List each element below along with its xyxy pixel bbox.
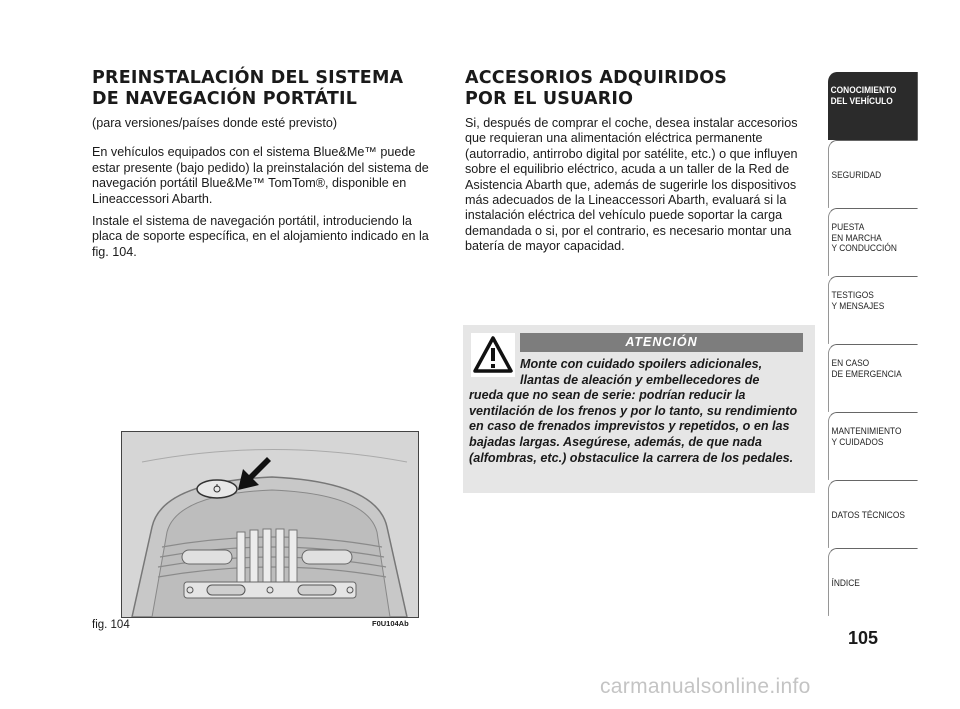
tab-label: CONOCIMIENTO [830,85,897,96]
tab-label: DE EMERGENCIA [831,368,902,380]
tab-datos-tecnicos[interactable] [828,480,918,548]
paragraph: Si, después de comprar el coche, desea instalar accesorios que requieran una alimentación eléctrica permanente (autorradio, antirrobo digital por satélite, etc.) o que influyen sobre el equilibrio eléctrico, acuda a un taller de la Red de Asistencia Abarth que, además de sugerirle los dispositivos más adecuados de la Lineaccessori Abarth, evaluará si la instalación eléctrica del vehículo puede soportar la carga demandada o si, por el contrario, es necesario montar una batería de mayor capacidad. [465,116,798,254]
title-line: DE NAVEGACIÓN PORTÁTIL [92,89,358,109]
watermark: carmanualsonline.info [600,675,811,698]
paragraph: Instale el sistema de navegación portátil, introduciendo la placa de soporte específica, en el alojamiento indicado en la fig. 104. [92,214,429,259]
tab-mantenimiento[interactable] [828,412,918,480]
tab-label: EN CASO [831,358,870,369]
tab-conocimiento[interactable] [828,72,918,140]
warning-line: Monte con cuidado spoilers adicionales, [520,357,763,371]
title-line: ACCESORIOS ADQUIRIDOS [465,68,728,88]
tab-emergencia[interactable] [828,344,918,412]
tab-puesta-en-marcha[interactable] [828,208,918,276]
tab-label: PUESTA [831,222,865,233]
warning-box [463,325,815,493]
figure-caption: fig. 104 [92,619,130,631]
left-column [92,68,442,267]
tab-label: Y MENSAJES [831,300,885,312]
dashboard-vent-illustration [122,432,418,617]
tab-label: EN MARCHA [831,232,882,244]
section-title-accessories [465,68,815,110]
figure-code: F0U104Ab [372,619,409,628]
title-line: PREINSTALACIÓN DEL SISTEMA [92,68,404,88]
tab-label: Y CONDUCCIÓN [831,243,897,254]
figure-104-dashboard-vent [121,431,419,618]
warning-line: rueda que no sean de serie: podrían reducir la ventilación de los frenos y por lo tanto, su rendimiento en caso de frenados imprevistos y repetidos, o en las bajadas largas. Asegúrese, además, de que nada (alfombras, etc.) obstaculice la carrera de los pedales. [469,388,798,465]
tab-label: SEGURIDAD [831,170,882,181]
tab-label: DATOS TÉCNICOS [831,510,905,521]
tab-label: TESTIGOS [831,290,874,301]
tab-seguridad[interactable] [828,140,918,208]
warning-text [469,357,809,466]
tab-indice[interactable] [828,548,918,616]
chapter-sidebar [828,72,918,616]
paragraph: En vehículos equipados con el sistema Blue&Me™ puede estar presente (bajo pedido) la preinstalación del sistema de navegación portátil Blue&Me™ TomTom®, disponible en Lineaccessori Abarth. [92,145,429,206]
tab-label: MANTENIMIENTO [831,426,902,437]
title-line: POR EL USUARIO [465,89,634,109]
tab-label: Y CUIDADOS [831,436,884,448]
version-note: (para versiones/países donde esté previsto) [92,116,338,130]
tab-label: ÍNDICE [831,578,860,589]
section-title-navigation [92,68,442,110]
page-number: 105 [848,628,879,648]
right-column [465,68,815,262]
tab-testigos[interactable] [828,276,918,344]
tab-label: DEL VEHÍCULO [830,95,893,107]
warning-line: llantas de aleación y embellecedores de [520,372,760,387]
warning-title: ATENCIÓN [520,333,803,352]
